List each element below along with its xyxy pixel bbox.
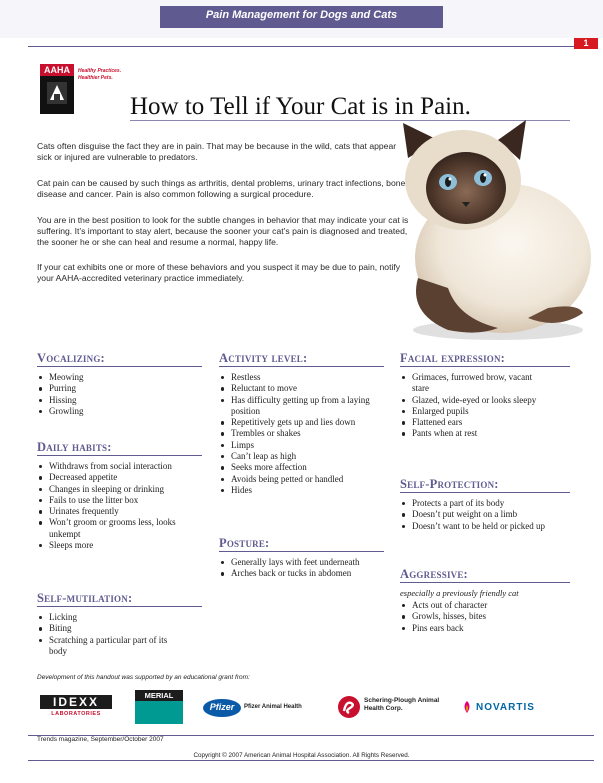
list-item: Biting xyxy=(36,623,186,634)
section-title-vocalizing: Vocalizing: xyxy=(37,351,105,365)
section-title-aggressive: Aggressive: xyxy=(400,567,468,581)
aggressive-note: especially a previously friendly cat xyxy=(400,588,519,598)
list-item: Reluctant to move xyxy=(218,383,378,394)
novartis-logo-text: NOVARTIS xyxy=(476,702,535,713)
header-banner-title: Pain Management for Dogs and Cats xyxy=(205,9,398,21)
section-rule xyxy=(37,606,202,607)
intro-paragraph-2: Cat pain can be caused by such things as arthritis, dental problems, urinary tract infections, bone disease and cancer. Pain is also common following a surgical procedure. xyxy=(37,178,406,199)
list-item: Doesn’t want to be held or picked up xyxy=(399,521,564,532)
list-item: Withdraws from social interaction xyxy=(36,461,196,472)
list-self-mutilation xyxy=(36,612,186,657)
novartis-flame-icon xyxy=(460,700,474,714)
page-title: How to Tell if Your Cat is in Pain. xyxy=(130,93,471,120)
pfizer-logo-text: Pfizer xyxy=(209,702,235,712)
copyright: Copyright © 2007 American Animal Hospital Association. All Rights Reserved. xyxy=(193,752,410,759)
list-item: Flattened ears xyxy=(399,417,549,428)
section-rule xyxy=(37,366,202,367)
list-item: Growling xyxy=(36,406,206,417)
section-title-daily-habits: Daily habits: xyxy=(37,440,112,454)
idexx-logo-sub: LABORATORIES xyxy=(51,711,101,717)
merial-logo-text: MERIAL xyxy=(144,691,174,700)
list-item: Scratching a particular part of its body xyxy=(36,635,186,658)
list-item: Repetitively gets up and lies down xyxy=(218,417,378,428)
list-item: Fails to use the litter box xyxy=(36,495,196,506)
list-item: Urinates frequently xyxy=(36,506,196,517)
intro-paragraph-3: You are in the best position to look for the subtle changes in behavior that may indicate your cat is suffering. It’s important to stay alert, because the sooner your cat’s pain is diagnosed and treated, the sooner he or she can heal and resume a normal, happy life. xyxy=(37,215,409,247)
list-item: Doesn’t put weight on a limb xyxy=(399,509,564,520)
cat-photo xyxy=(378,118,598,343)
section-rule xyxy=(400,492,570,493)
list-item: Pins ears back xyxy=(399,623,549,634)
section-title-self-mutilation: Self-mutilation: xyxy=(37,591,133,605)
footer-rule-bottom xyxy=(28,760,594,761)
list-self-protection xyxy=(399,498,564,532)
list-item: Enlarged pupils xyxy=(399,406,549,417)
pfizer-name: Pfizer Animal Health xyxy=(244,704,302,710)
aaha-tagline: Healthy Practices. Healthier Pets. xyxy=(78,68,122,81)
page-number: 1 xyxy=(574,38,598,49)
list-item: Trembles or shakes xyxy=(218,428,378,439)
sponsor-note: Development of this handout was supported by an educational grant from: xyxy=(37,674,250,681)
list-item: Can’t leap as high xyxy=(218,451,378,462)
idexx-logo-text: IDEXX xyxy=(52,695,99,709)
intro-paragraph-1: Cats often disguise the fact they are in pain. That may be because in the wild, cats that appear sick or injured are vulnerable to predators. xyxy=(37,141,397,162)
list-item: Won’t groom or grooms less, looks unkempt xyxy=(36,517,196,540)
list-item: Decreased appetite xyxy=(36,472,196,483)
list-facial-expression xyxy=(399,372,549,440)
intro-paragraph-4: If your cat exhibits one or more of these behaviors and you suspect it may be due to pain, notify your AAHA-accredited veterinary practice immediately. xyxy=(37,262,401,283)
aaha-logo-text: AAHA xyxy=(44,65,70,75)
section-title-facial-expression: Facial expression: xyxy=(400,351,506,365)
schering-plough-name: Schering-Plough Animal Health Corp. xyxy=(364,697,440,712)
section-rule xyxy=(400,366,570,367)
list-item: Avoids being petted or handled xyxy=(218,474,378,485)
list-item: Pants when at rest xyxy=(399,428,549,439)
list-daily-habits xyxy=(36,461,196,551)
list-aggressive xyxy=(399,600,549,634)
schering-plough-icon xyxy=(337,695,361,719)
list-item: Protects a part of its body xyxy=(399,498,564,509)
source-citation: Trends magazine, September/October 2007 xyxy=(37,736,164,743)
section-title-activity-level: Activity level: xyxy=(219,351,308,365)
list-item: Purring xyxy=(36,383,206,394)
list-posture xyxy=(218,557,368,580)
list-item: Generally lays with feet underneath xyxy=(218,557,368,568)
list-item: Meowing xyxy=(36,372,206,383)
list-item: Arches back or tucks in abdomen xyxy=(218,568,368,579)
section-rule xyxy=(400,582,570,583)
list-item: Glazed, wide-eyed or looks sleepy xyxy=(399,395,549,406)
list-vocalizing xyxy=(36,372,206,417)
list-item: Has difficulty getting up from a laying position xyxy=(218,395,378,418)
aaha-emblem-icon xyxy=(45,80,69,108)
list-item: Hissing xyxy=(36,395,206,406)
section-title-posture: Posture: xyxy=(219,536,270,550)
section-rule xyxy=(219,551,384,552)
header-rule xyxy=(28,46,594,47)
list-item: Licking xyxy=(36,612,186,623)
list-item: Hides xyxy=(218,485,378,496)
list-item: Limps xyxy=(218,440,378,451)
section-rule xyxy=(219,366,384,367)
list-item: Acts out of character xyxy=(399,600,549,611)
list-item: Changes in sleeping or drinking xyxy=(36,484,196,495)
section-title-self-protection: Self-Protection: xyxy=(400,477,499,491)
section-rule xyxy=(37,455,202,456)
list-item: Grimaces, furrowed brow, vacant stare xyxy=(399,372,549,395)
list-item: Seeks more affection xyxy=(218,462,378,473)
list-activity-level xyxy=(218,372,378,496)
list-item: Sleeps more xyxy=(36,540,196,551)
list-item: Restless xyxy=(218,372,378,383)
list-item: Growls, hisses, bites xyxy=(399,611,549,622)
